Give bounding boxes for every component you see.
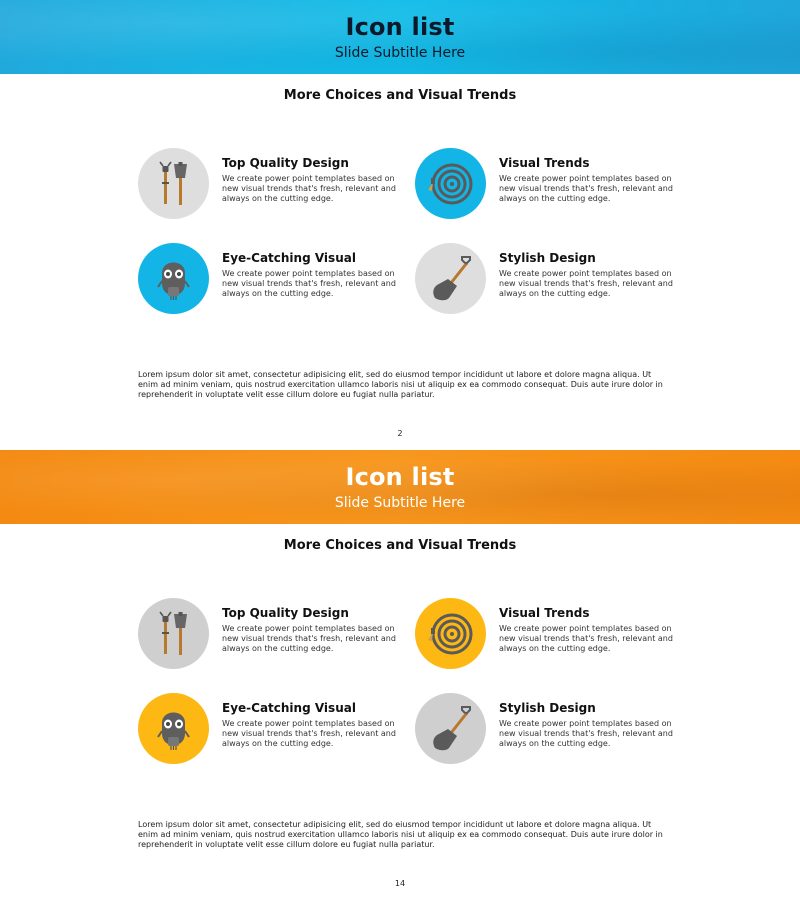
feature-item <box>415 598 685 670</box>
feature-item <box>138 148 408 220</box>
slide-subtitle: Slide Subtitle Here <box>334 495 466 511</box>
feature-description: We create power point templates based on new visual trends that's fresh, relevant and always on the cutting edge. <box>499 624 673 653</box>
slide-title: Icon list <box>345 13 455 41</box>
shovel-icon <box>415 693 486 764</box>
feature-description: We create power point templates based on new visual trends that's fresh, relevant and always on the cutting edge. <box>222 719 396 748</box>
feature-title: Eye-Catching Visual <box>222 251 356 265</box>
feature-item <box>415 693 685 765</box>
page-number: 2 <box>397 429 403 438</box>
feature-description: We create power point templates based on new visual trends that's fresh, relevant and always on the cutting edge. <box>222 624 396 653</box>
body-text: Lorem ipsum dolor sit amet, consectetur adipisicing elit, sed do eiusmod tempor incididunt ut labore et dolore magna aliqua. Ut enim ad minim veniam, quis nostrud exercitation ullamco laboris nisi ut aliquip ex ea commodo consequat. Duis aute irure dolor in reprehenderit in voluptate velit esse cillum dolore eu fugiat nulla pariatur. <box>138 370 663 399</box>
slide-banner <box>0 0 800 74</box>
slide-2 <box>0 450 800 900</box>
slide-banner <box>0 450 800 524</box>
feature-description: We create power point templates based on new visual trends that's fresh, relevant and always on the cutting edge. <box>499 174 673 203</box>
axe-icon <box>138 598 209 669</box>
feature-item <box>138 693 408 765</box>
shovel-icon <box>415 243 486 314</box>
section-heading: More Choices and Visual Trends <box>283 88 517 103</box>
feature-title: Visual Trends <box>499 606 590 620</box>
slide-title: Icon list <box>345 463 455 491</box>
gas-mask-icon <box>138 693 209 764</box>
feature-title: Eye-Catching Visual <box>222 701 356 715</box>
feature-title: Visual Trends <box>499 156 590 170</box>
feature-description: We create power point templates based on new visual trends that's fresh, relevant and always on the cutting edge. <box>222 269 396 298</box>
feature-title: Stylish Design <box>499 251 596 265</box>
feature-item <box>415 243 685 315</box>
feature-description: We create power point templates based on new visual trends that's fresh, relevant and always on the cutting edge. <box>499 719 673 748</box>
feature-title: Top Quality Design <box>222 156 349 170</box>
hose-reel-icon <box>415 598 486 669</box>
feature-item <box>415 148 685 220</box>
page-number: 14 <box>394 879 406 888</box>
hose-reel-icon <box>415 148 486 219</box>
feature-description: We create power point templates based on new visual trends that's fresh, relevant and always on the cutting edge. <box>499 269 673 298</box>
feature-item <box>138 598 408 670</box>
body-text: Lorem ipsum dolor sit amet, consectetur adipisicing elit, sed do eiusmod tempor incididunt ut labore et dolore magna aliqua. Ut enim ad minim veniam, quis nostrud exercitation ullamco laboris nisi ut aliquip ex ea commodo consequat. Duis aute irure dolor in reprehenderit in voluptate velit esse cillum dolore eu fugiat nulla pariatur. <box>138 820 663 849</box>
gas-mask-icon <box>138 243 209 314</box>
feature-item <box>138 243 408 315</box>
feature-title: Stylish Design <box>499 701 596 715</box>
section-heading: More Choices and Visual Trends <box>283 538 517 553</box>
slide-subtitle: Slide Subtitle Here <box>334 45 466 61</box>
axe-icon <box>138 148 209 219</box>
feature-description: We create power point templates based on new visual trends that's fresh, relevant and always on the cutting edge. <box>222 174 396 203</box>
feature-title: Top Quality Design <box>222 606 349 620</box>
